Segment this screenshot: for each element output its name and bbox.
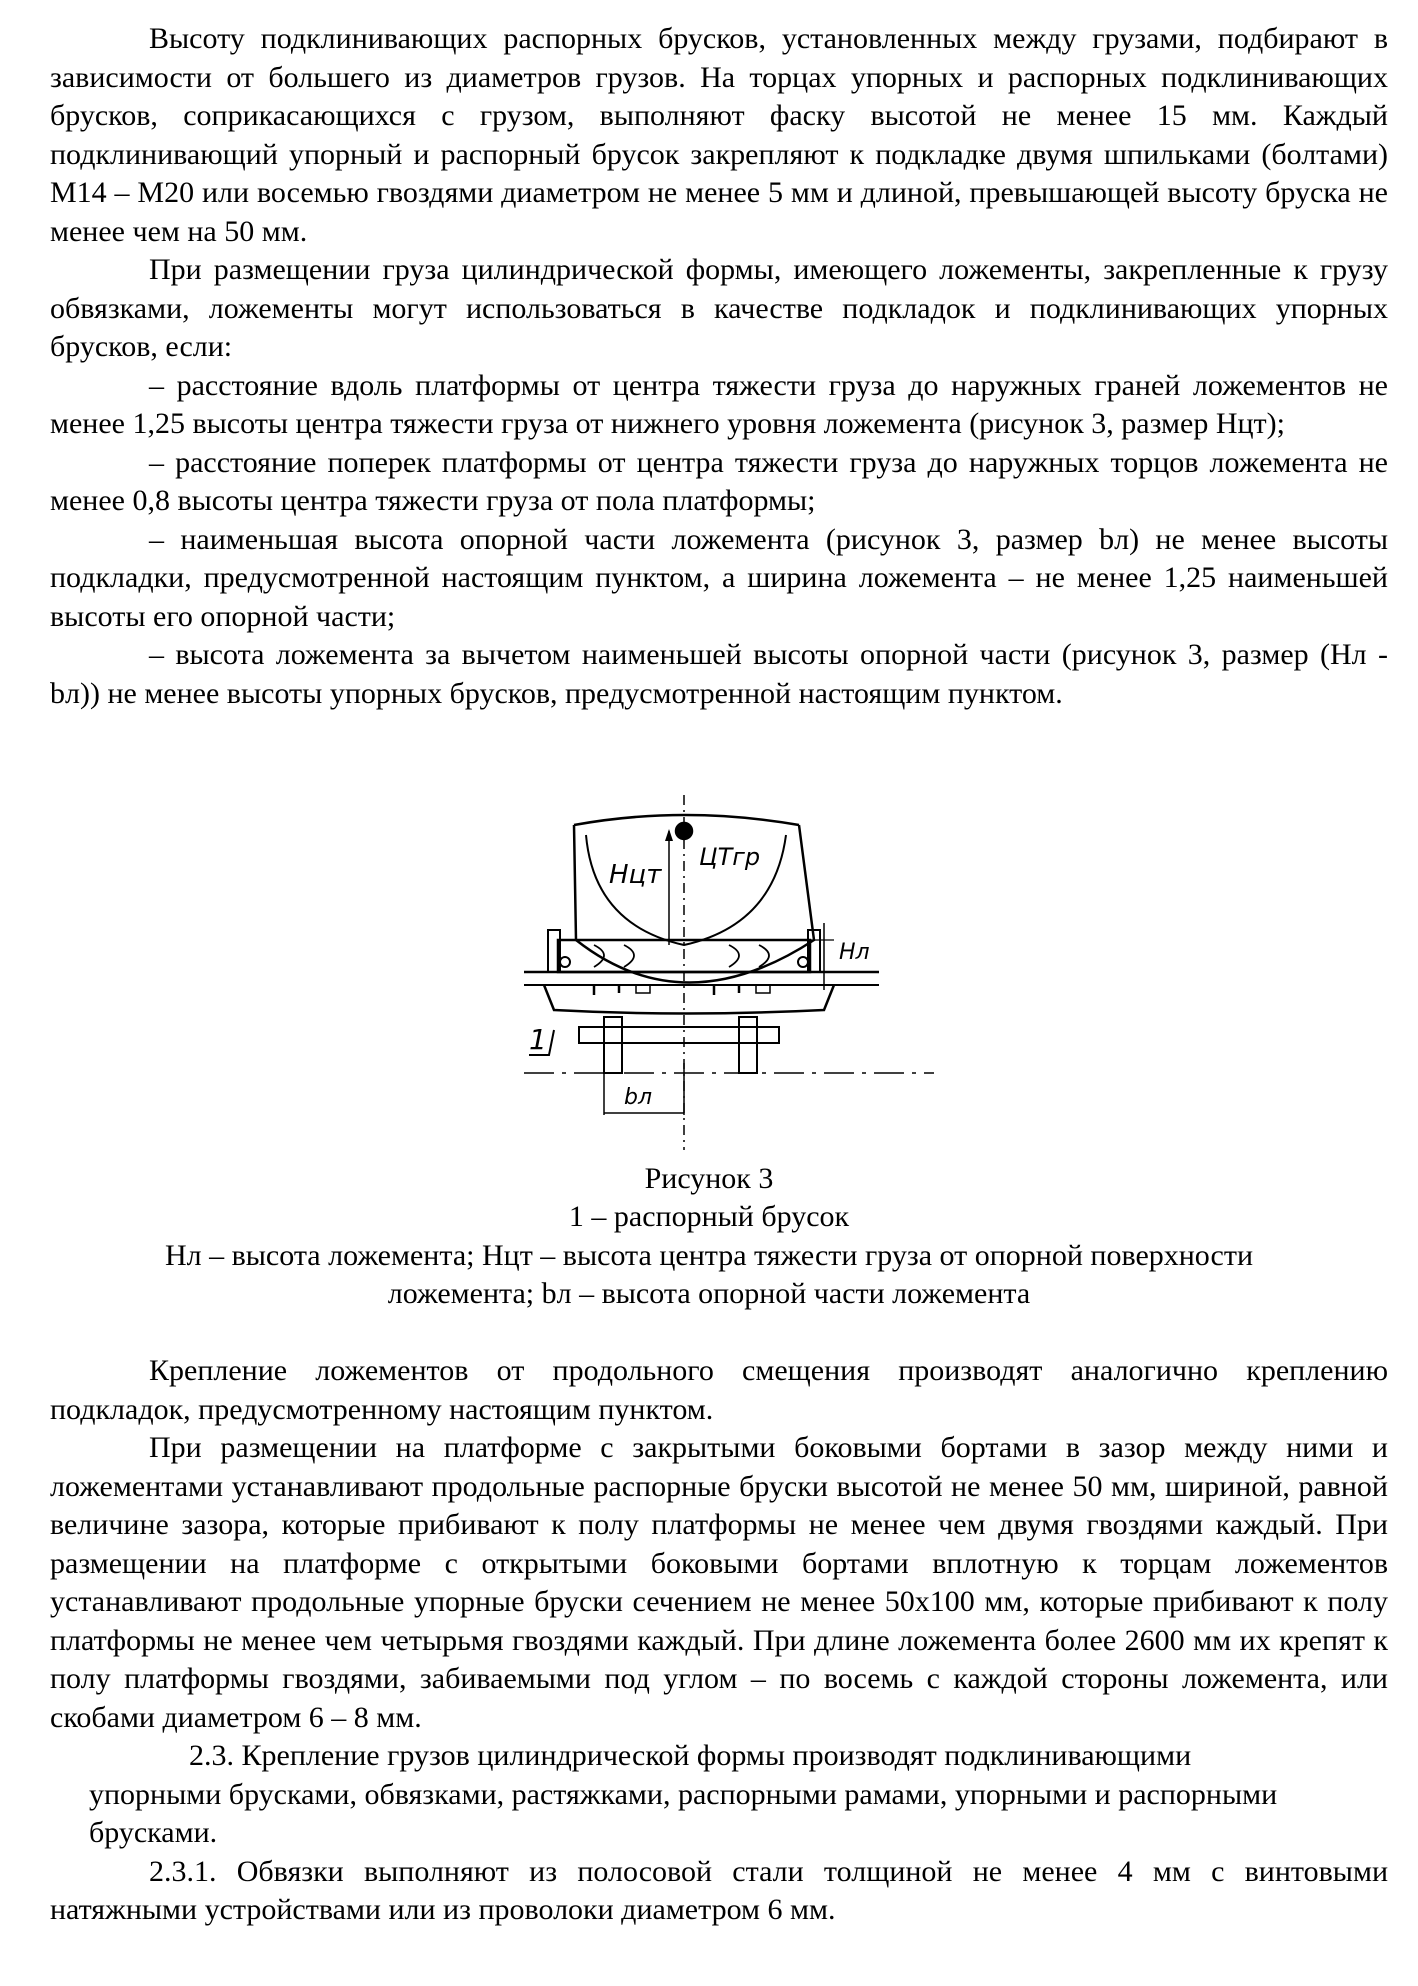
wheelset-axle [579,1027,779,1043]
cog-marker [676,823,692,839]
figure-3-drawing [524,795,934,1150]
condition-support-height: – наименьшая высота опорной части ложемента (рисунок 3, размер bл) не менее высоты подкладки, предусмотренной настоящим пунктом, а ширина ложемента – не менее 1,25 наименьшей высоты его опорной части; [50,522,1388,633]
paragraph-side-walls: При размещении на платформе с закрытыми боковыми бортами в зазор между ними и ложементами устанавливают продольные распорные бруски высотой не менее 50 мм, шириной, равной величине зазора, которые прибивают к полу платформы не менее чем двумя гвоздями каждый. При размещении на платформе с открытыми боковыми бортами вплотную к торцам ложементов устанавливают продольные упорные бруски сечением не менее 50х100 мм, которые прибивают к полу платформы не менее чем четырьмя гвоздями каждый. При длине ложемента более 2600 мм их крепят к полу платформы гвоздями, забиваемыми под углом – по восемь с каждой стороны ложемента, или скобами диаметром 6 – 8 мм. [50,1431,1388,1734]
condition-cradle-height: – высота ложемента за вычетом наименьшей высоты опорной части (рисунок 3, размер (Нл - bл)) не менее высоты упорных брусков, предусмотренной настоящим пунктом. [50,638,1388,710]
platform-frame [544,985,834,1014]
label-b-l: bл [624,1085,653,1110]
right-wheel [739,1017,757,1073]
figure-caption-legend-2: Нл – высота ложемента; Нцт – высота центра тяжести груза от опорной поверхности [164,1239,1254,1272]
figure-caption-title: Рисунок 3 [644,1162,774,1195]
section-2-3: 2.3. Крепление грузов цилиндрической формы производят подклинивающими упорными брусками, обвязками, растяжками, распорными рамами, упорными и распорными брусками. [89,1739,1278,1849]
paragraph-cylindrical-load: При размещении груза цилиндрической формы, имеющего ложементы, закрепленные к грузу обвязками, ложементы могут использоваться в качестве подкладок и подклинивающих упорных брусков, если: [50,253,1388,363]
label-ct-gr: ЦТгр [699,843,761,871]
section-2-3-1: 2.3.1. Обвязки выполняют из полосовой стали толщиной не менее 4 мм с винтовыми натяжными устройствами или из проволоки диаметром 6 мм. [50,1854,1388,1926]
condition-transverse: – расстояние поперек платформы от центра тяжести груза до наружных торцов ложемента не менее 0,8 высоты центра тяжести груза от пола платформы; [50,445,1388,517]
condition-longitudinal: – расстояние вдоль платформы от центра тяжести груза до наружных граней ложементов не менее 1,25 высоты центра тяжести груза от нижнего уровня ложемента (рисунок 3, размер Нцт); [50,368,1388,440]
left-wheel [604,1017,622,1073]
label-item-1: 1 [529,1023,547,1056]
figure-caption-legend-1: 1 – распорный брусок [568,1200,850,1233]
paragraph-bar-heights: Высоту подклинивающих распорных брусков, установленных между грузами, подбирают в зависимости от большего из диаметров грузов. На торцах упорных и распорных подклинивающих брусков, соприкасающихся с грузом, выполняют фаску высотой не менее 15 мм. Каждый подклинивающий упорный и распорный брусок закрепляют к подкладке двумя шпильками (болтами) М14 – М20 или восемью гвоздями диаметром не менее 5 мм и длиной, превышающей высоту бруска не менее чем на 50 мм. [50,22,1388,248]
cylinder-body [574,825,814,983]
document-body-bottom [50,1352,1388,1930]
paragraph-cradle-fastening: Крепление ложементов от продольного смещения производят аналогично креплению подкладок, предусмотренному настоящим пунктом. [50,1354,1388,1426]
document-page [50,20,1388,713]
label-h-ct: Нцт [609,860,662,890]
label-h-l: Нл [839,940,870,965]
figure-caption-legend-3: ложемента; bл – высота опорной части ложемента [387,1277,1031,1310]
